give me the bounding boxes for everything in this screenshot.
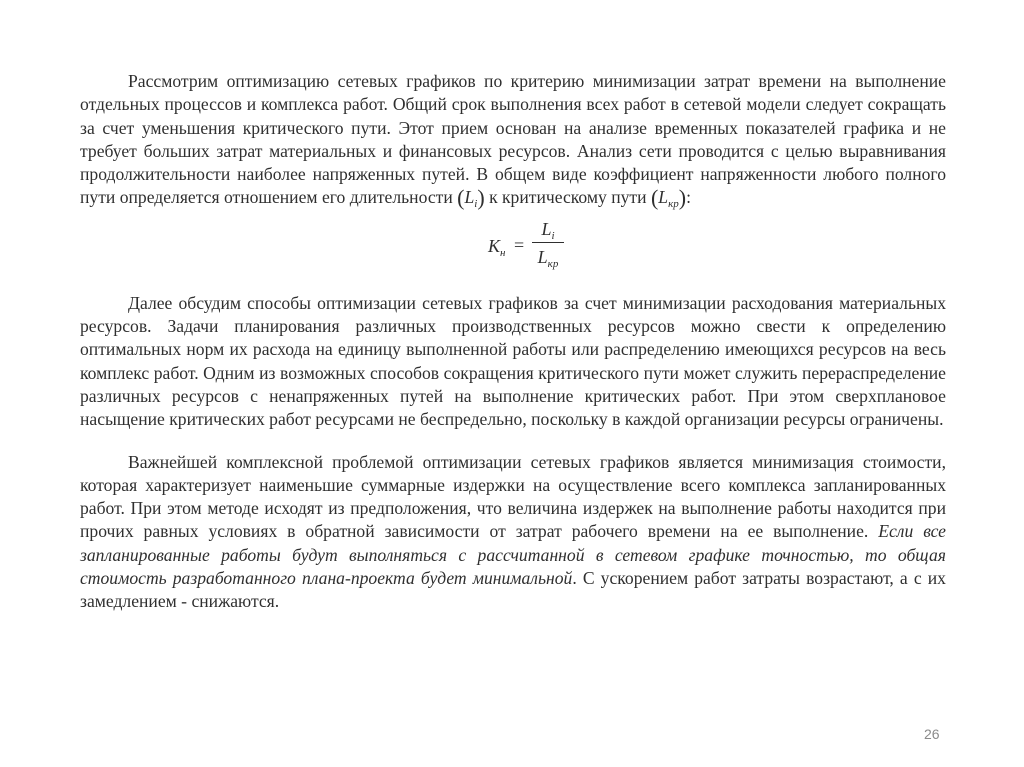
paragraph-3-tail: . С ускорением работ затраты возрастают, а с их замедлением - снижаются. <box>80 568 946 612</box>
formula-equals: = <box>514 234 525 255</box>
inline-formula-li: $(L_i)$ <box>457 185 485 211</box>
paragraph-1-mid: к критическому пути <box>489 187 647 208</box>
paragraph-3-text: Важнейшей комплексной проблемой оптимизации сетевых графиков является минимизация стоимости, которая характеризует наименьшие суммарные издержки на осуществление всего комплекса запланированных работ. При этом методе исходят из предположения, что величина издержек на выполнение работы находится при прочих равных условиях в обратной зависимости от затрат рабочего времени на ее выполнение. <box>80 451 946 542</box>
fraction-bar <box>532 242 564 243</box>
paragraph-cost-minimization <box>80 451 946 614</box>
fraction-numerator: $L_i$ <box>541 218 555 242</box>
paragraph-1-text: Рассмотрим оптимизацию сетевых графиков по критерию минимизации затрат времени на выполнение отдельных процессов и комплекса работ. Общий срок выполнения всех работ в сетевой модели следует сокращать за счет уменьшения критического пути. Этот прием основан на анализе временных показателей графика и не требует больших затрат материальных и финансовых ресурсов. Анализ сети проводится с целью выравнивания продолжительности наиболее напряженных путей. В общем виде коэффициент напряженности любого полного пути определяется отношением его длительности <box>80 71 946 208</box>
tension-coefficient-formula <box>80 217 946 283</box>
fraction-denominator: $L_{кр}$ <box>537 246 559 270</box>
paragraph-resource-optimization: Далее обсудим способы оптимизации сетевых графиков за счет минимизации расходования материальных ресурсов. Задачи планирования различных производственных ресурсов можно свести к определению оптимальных норм их расхода на единицу выполненной работы или распределению имеющихся ресурсов на весь комплекс работ. Одним из возможных способов сокращения критического пути может служить перераспределение различных ресурсов с ненапряженных путей на выполнение критических работ. При этом сверхплановое насыщение критических работ ресурсами не беспредельно, поскольку в каждой организации ресурсы ограничены. <box>80 292 946 430</box>
page-number: 26 <box>924 726 940 742</box>
document-page <box>80 70 946 614</box>
inline-formula-lkp: $(L_{кр})$ <box>650 185 687 211</box>
formula-fraction <box>532 217 564 269</box>
formula-lhs: $K_н$ <box>488 235 506 259</box>
paragraph-time-optimization: Рассмотрим оптимизацию сетевых графиков по критерию минимизации затрат времени на выполнение отдельных процессов и комплекса работ. Общий срок выполнения всех работ в сетевой модели следует сокращать за счет уменьшения критического пути. Этот прием основан на анализе временных показателей графика и не требует больших затрат материальных и финансовых ресурсов. Анализ сети проводится с целью выравнивания продолжительности наиболее напряженных путей. В общем виде коэффициент напряженности любого полного пути определяется отношением его длительности $(L_i)$ к критическому пути $(L_{кр})$: <box>80 71 946 211</box>
paragraph-3-italic: Если все запланированные работы будут выполняться с рассчитанной в сетевом графике точностью, то общая стоимость разработанного плана-проекта будет минимальной <box>80 521 946 589</box>
